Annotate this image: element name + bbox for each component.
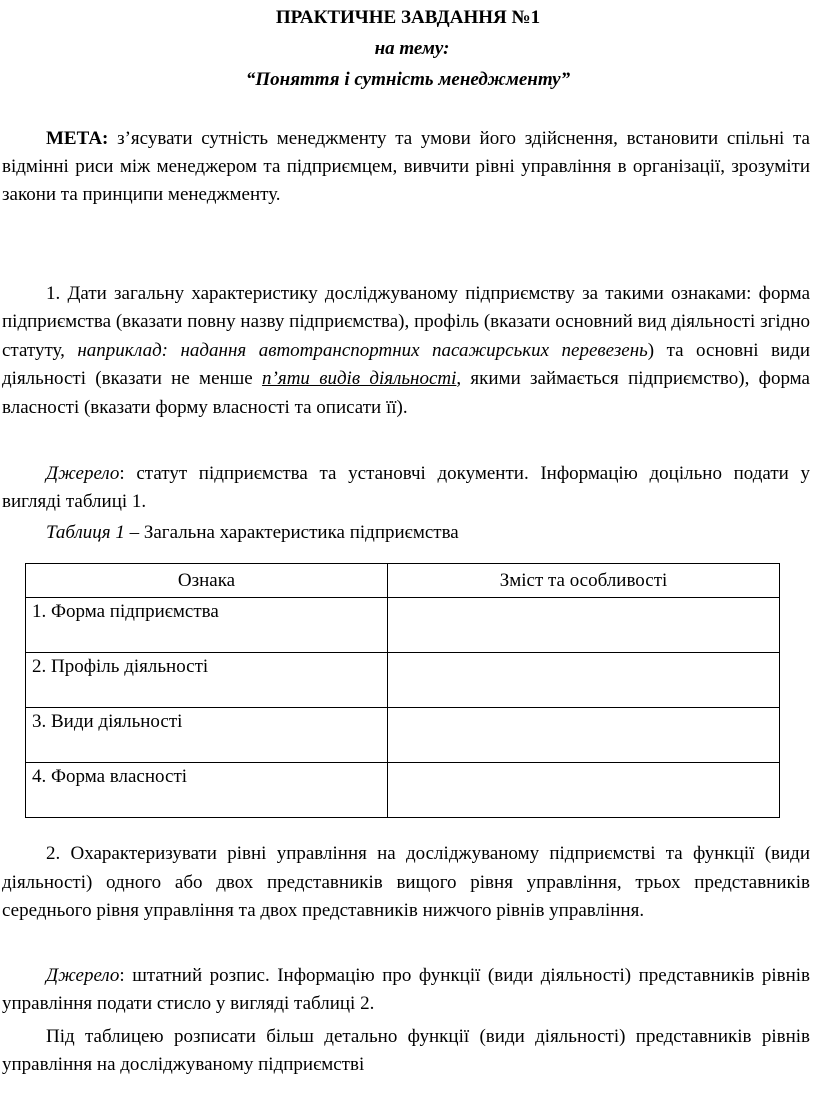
table-row bbox=[26, 653, 780, 708]
task1-text-b: ) та основні види діяльності (вказати не менше bbox=[2, 339, 810, 390]
task1-source-paragraph bbox=[2, 460, 810, 516]
task1-example: наприклад: надання автотранспортних пасажирських перевезень bbox=[77, 339, 648, 361]
page-title: ПРАКТИЧНЕ ЗАВДАННЯ №1 bbox=[275, 7, 541, 28]
task1-underlined: п’яти видів діяльності bbox=[262, 368, 457, 390]
table-1 bbox=[25, 563, 780, 818]
table1-caption bbox=[46, 519, 459, 547]
table-cell-content bbox=[388, 653, 780, 708]
table-cell-feature: 4. Форма власності bbox=[26, 763, 388, 818]
table-cell-content bbox=[388, 598, 780, 653]
task1-text-a: 1. Дати загальну характеристику досліджуваному підприємству за такими ознаками: форма підприємства (вказати повну назву підприємства), профіль (вказати основний вид діяльності згідно статуту, bbox=[2, 283, 810, 361]
topic-title: “Поняття і сутність менеджменту” bbox=[245, 69, 571, 90]
task1-source-label: Джерело bbox=[46, 463, 120, 484]
table-header-row bbox=[26, 564, 780, 598]
table-cell-feature: 1. Форма підприємства bbox=[26, 598, 388, 653]
task2-source-paragraph bbox=[2, 962, 810, 1018]
task1-source-text: : статут підприємства та установчі документи. Інформацію доцільно подати у вигляді таблиці 1. bbox=[2, 463, 810, 512]
table1-caption-text: Загальна характеристика підприємства bbox=[139, 522, 459, 543]
table-header-content: Зміст та особливості bbox=[388, 564, 780, 598]
table-row bbox=[26, 598, 780, 653]
table-cell-content bbox=[388, 708, 780, 763]
task2-paragraph bbox=[2, 840, 810, 926]
goal-paragraph bbox=[2, 125, 810, 209]
goal-label: МЕТА: bbox=[46, 128, 109, 149]
table-header-feature: Ознака bbox=[26, 564, 388, 598]
table-row bbox=[26, 708, 780, 763]
topic-label: на тему: bbox=[374, 38, 450, 59]
task2-details-text: Під таблицею розписати більш детально функції (види діяльності) представників рівнів управління на досліджуваному підприємстві bbox=[2, 1026, 810, 1075]
table-cell-feature: 2. Профіль діяльності bbox=[26, 653, 388, 708]
task1-paragraph bbox=[2, 280, 810, 422]
table-cell-feature: 3. Види діяльності bbox=[26, 708, 388, 763]
task2-details-paragraph bbox=[2, 1023, 810, 1079]
task1-text-c: , якими займається підприємство), форма власності (вказати форму власності та описати її). bbox=[2, 368, 810, 418]
goal-text: з’ясувати сутність менеджменту та умови його здійснення, встановити спільні та відмінні риси між менеджером та підприємцем, вивчити рівні управління в організації, зрозуміти закони та принципи менеджменту. bbox=[2, 128, 810, 205]
table-row bbox=[26, 763, 780, 818]
table1-caption-label: Таблиця 1 – bbox=[46, 522, 140, 543]
task2-source-text: : штатний розпис. Інформацію про функції (види діяльності) представників рівнів управління подати стисло у вигляді таблиці 2. bbox=[2, 965, 810, 1014]
task2-text: 2. Охарактеризувати рівні управління на досліджуваному підприємстві та функції (види діяльності) одного або двох представників вищого рівня управління, трьох представників середнього рівня управління та двох представників нижчого рівнів управління. bbox=[2, 843, 810, 922]
table-cell-content bbox=[388, 763, 780, 818]
task2-source-label: Джерело bbox=[46, 965, 120, 986]
